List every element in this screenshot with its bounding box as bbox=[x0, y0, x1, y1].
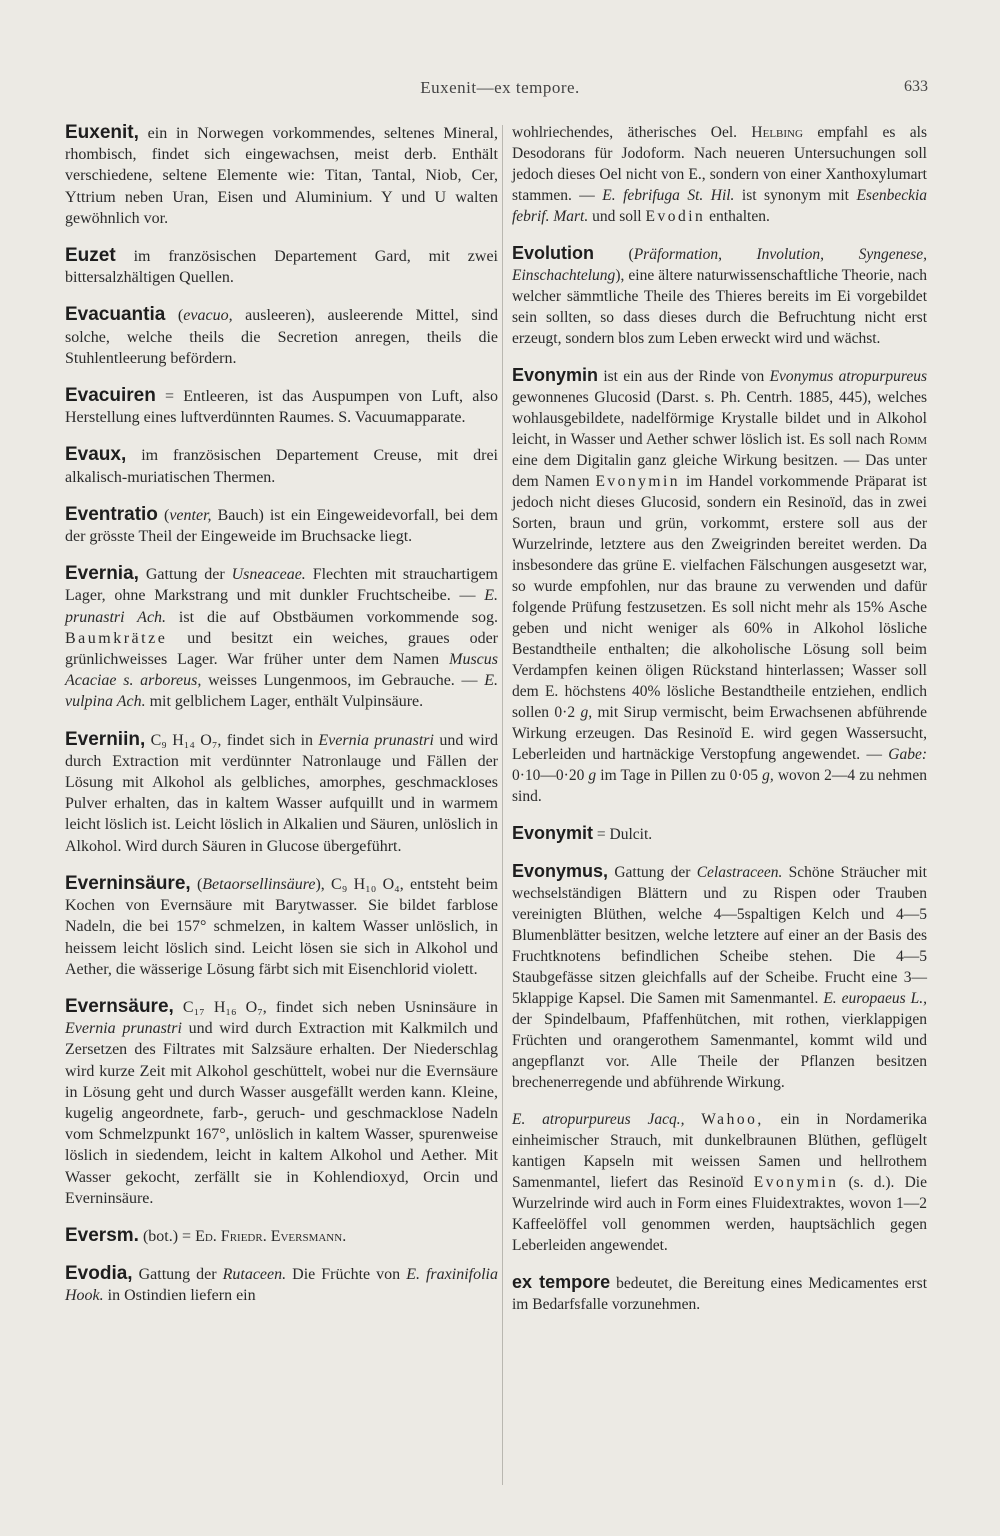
entry-text: ( bbox=[594, 246, 634, 263]
entry-text: ist ein aus der Rinde von bbox=[598, 368, 770, 385]
entry-text: und besitzt ein weiches, graues oder grünlichweisses Lager. War früher unter dem Namen bbox=[65, 629, 498, 669]
entry-euzet bbox=[65, 245, 498, 288]
entry-text: Bauch) ist ein Eingeweidevorfall, bei dem der grösste Theil der Eingeweide im Bruchsacke liegt. bbox=[65, 506, 498, 546]
entry-evacuantia bbox=[65, 304, 498, 369]
entry-evodia-continued bbox=[512, 122, 927, 227]
entry-evonymin bbox=[512, 365, 927, 807]
entry-text: evacuo, bbox=[183, 307, 233, 325]
entry-text: ist synonym mit bbox=[734, 187, 857, 204]
entry-text: Evernia prunastri bbox=[65, 1020, 182, 1038]
entry-evonymus-atropurpureus bbox=[512, 1109, 927, 1256]
entry-text: venter, bbox=[169, 506, 212, 524]
headword-evodia: Evodia, bbox=[65, 1263, 133, 1285]
entry-text: Gattung der bbox=[132, 1266, 223, 1284]
entry-text: Evernia prunastri bbox=[318, 731, 434, 749]
entry-everniin bbox=[65, 729, 498, 857]
headword-ex-tempore: ex tempore bbox=[512, 1272, 611, 1292]
entry-text: (bot.) = bbox=[138, 1227, 196, 1245]
headword-evernia: Evernia, bbox=[65, 563, 139, 585]
entry-text: Celastraceen. bbox=[696, 864, 783, 881]
entry-text: Evodin bbox=[645, 208, 706, 225]
entry-text: g, bbox=[762, 767, 774, 784]
entry-text: im französischen Departement Gard, mit zwei bittersalzhältigen Quellen. bbox=[65, 248, 498, 287]
entry-text: Baumkrätze bbox=[65, 629, 168, 647]
entry-text: = Entleeren, ist das Auspumpen von Luft, also Herstellung eines luftverdünnten Raumes. S. Vacuumapparate. bbox=[65, 388, 498, 427]
entry-text: Esenbeckia febrif. Mart. bbox=[512, 187, 928, 225]
entry-text: Präformation, Involution, Syngenese, Einschachtelung bbox=[512, 246, 927, 284]
entry-text: wohlriechendes, ätherisches Oel. bbox=[512, 124, 752, 141]
entry-text: empfahl es als Desodorans für Jodoform. Nach neueren Untersuchungen soll jedoch dieses Oel nicht von E., sondern von einer Xanthoxylumart stammen. — bbox=[512, 124, 927, 204]
entry-evonymus bbox=[512, 861, 927, 1093]
entry-evolution bbox=[512, 243, 927, 349]
entry-text: E. fraxinifolia Hook. bbox=[65, 1266, 498, 1305]
entry-text: gewonnenes Glucosid (Darst. s. Ph. Centrh. 1885, 445), welches wohlausgebildete, nadelförmige Krystalle bildet und in Alkohol leicht, in Wasser und Aether schwer löslich ist. Es soll nach bbox=[512, 389, 927, 448]
headword-evolution: Evolution bbox=[512, 243, 594, 263]
entry-text: Die Früchte von bbox=[286, 1266, 407, 1284]
entry-evacuiren bbox=[65, 385, 498, 428]
headword-evonymin: Evonymin bbox=[512, 365, 599, 385]
headword-euzet: Euzet bbox=[65, 245, 116, 267]
entry-text: ist die auf Obstbäumen vorkommende sog. bbox=[166, 608, 498, 626]
headword-everninsaeure: Everninsäure, bbox=[65, 872, 191, 894]
entry-text: im französischen Departement Creuse, mit drei alkalisch-muriatischen Thermen. bbox=[65, 447, 498, 486]
entry-text: Rutaceen. bbox=[222, 1266, 287, 1284]
entry-text: der Spindelbaum, Pfaffenhütchen, mit rothen, vierklappigen Früchten und orangerothem Samenmantel, kommt wild und angepflanzt vor. Alle Theile der Pflanzen besitzen brechenerregende und abführende Wirkung. bbox=[512, 1011, 927, 1091]
entry-text: C₉ H₁₄ O₇, findet sich in bbox=[145, 731, 319, 749]
entry-text: Gattung der bbox=[608, 864, 697, 881]
entry-text: Schöne Sträucher mit wechselständigen Blättern und zu Rispen oder Trauben vereinigten Blüthen, welche 4—5spaltigen Kelch und 4—5 Blumenblätter besitzen, welche letztere auf einer an der Basis des Fruchtknotens befindlichen Scheibe stehen. Die 4—5 Staubgefässe sitzen gleichfalls auf der Scheibe. Frucht eine 3—5klappige Kapsel. Die Samen mit Samenmantel. bbox=[512, 864, 927, 1007]
entry-text: ( bbox=[190, 875, 203, 893]
running-title: Euxenit—ex tempore. bbox=[420, 78, 580, 97]
entry-text: mit gelblichem Lager, enthält Vulpinsäure. bbox=[145, 693, 424, 711]
entry-text: Helbing bbox=[751, 124, 803, 141]
entry-text: ( bbox=[157, 506, 170, 524]
entry-text: ( bbox=[165, 307, 184, 325]
entry-text: wovon 2—4 zu nehmen sind. bbox=[512, 767, 927, 805]
entry-eversm bbox=[65, 1225, 498, 1247]
entry-text: enthalten. bbox=[705, 208, 770, 225]
headword-evonymus: Evonymus, bbox=[512, 861, 609, 881]
entry-text: und soll bbox=[588, 208, 646, 225]
headword-everniin: Everniin, bbox=[65, 728, 146, 750]
entry-text: und wird durch Extraction mit Kalkmilch und Zersetzen des Filtrates mit Salzsäure erhalten. Der Niederschlag wird kurze Zeit mit Alkohol geschüttelt, wobei nur die Evernsäure in Lösung geht und durch Wasser ausgefällt werden kann. Kleine, kugelig angeordnete, farb-, geruch- und geschmacklose Nadeln vom Schmelzpunkt 167°, unlöslich in kaltem Wasser, spurenweise löslich in siedendem, leicht in kaltem Alkohol und Aether. Mit Wasser gekocht, zerfällt sie in Kohlendioxyd, Orcin und Everninsäure. bbox=[65, 1020, 498, 1207]
left-column bbox=[65, 122, 498, 1323]
entry-evernsaeure bbox=[65, 996, 498, 1209]
entry-text: und wird durch Extraction mit verdünnter Natronlauge und Fällen der Lösung mit Alkohol als gelbliches, amorphes, geschmackloses Pulver erhalten, das in kaltem Wasser aufquillt und in warmem leicht löslich ist. Leicht löslich in Alkalien und Säuren, unlöslich in Alkohol. Wird durch Säuren in Glucose übergeführt. bbox=[65, 731, 499, 855]
entry-everninsaeure bbox=[65, 873, 498, 980]
entry-text: in Ostindien liefern ein bbox=[103, 1287, 256, 1305]
entry-text: ein in Nordamerika einheimischer Strauch, mit dunkelbraunen Blüthen, geflügelt kantigen Kapseln mit weissen Samen und hellrothem Samenmantel, liefert das Resinoïd bbox=[512, 1111, 927, 1191]
entry-text: E. prunastri Ach. bbox=[65, 587, 498, 626]
entry-text: E. europaeus L., bbox=[823, 990, 927, 1007]
entry-text: weisses Lungenmoos, im Gebrauche. — bbox=[201, 672, 485, 690]
headword-euxenit: Euxenit, bbox=[65, 122, 139, 143]
headword-evacuiren: Evacuiren bbox=[65, 385, 156, 407]
running-header bbox=[0, 78, 1000, 108]
entry-text: ), C₉ H₁₀ O₄, entsteht beim Kochen von Evernsäure mit Barytwasser. Sie bildet farblose Nadeln, die bei 157° schmelzen, in kaltem Wasser unlöslich, in heissem leicht löslich sind. Leicht lösen sie sich in Alkohol und Aether, die wässerige Lösung färbt sich mit Eisenchlorid violett. bbox=[65, 875, 498, 978]
entry-text: Betaorsellinsäure bbox=[202, 875, 316, 893]
entry-text: mit Sirup vermischt, beim Erwachsenen abführende Wirkung erzeugen. Das Resinoïd E. wird gegen Wassersucht, Leberleiden und hartnäckige Verstopfung angewendet. — bbox=[512, 704, 927, 763]
entry-euxenit bbox=[65, 122, 498, 229]
entry-text: eine dem Digitalin ganz gleiche Wirkung besitzen. — Das unter dem Namen bbox=[512, 452, 927, 490]
headword-evacuantia: Evacuantia bbox=[65, 304, 166, 326]
headword-evonymit: Evonymit bbox=[512, 823, 594, 843]
entry-text: im Handel vorkommende Präparat ist jedoch nicht dieses Glucosid, sondern ein Resinoïd, das in zwei Sorten, braun und grün, vorkommt, erstere soll aus der Wurzelrinde, letztere aus den Zweigrinden bereitet werden. Da insbesondere das grüne E. vielfachen Fälschungen ausgesetzt war, so wurde empfohlen, nur das braune zu verwenden und dafür folgende Prüfung festzusetzen. Es soll nicht mehr als 15% Asche geben und nicht weniger als 60% in Alkohol lösliche Bestandtheile enthalten; die alkoholische Lösung soll beim Verdampfen keinen öligen Rückstand hinterlassen; Wasser soll dem E. höchstens 40% lösliche Bestandtheile entziehen, endlich sollen 0·2 bbox=[512, 473, 927, 721]
entry-eventratio bbox=[65, 504, 498, 547]
entry-text bbox=[684, 1111, 701, 1128]
entry-text: E. atropurpureus Jacq., bbox=[512, 1111, 685, 1128]
entry-text: Evonymus atropurpureus bbox=[769, 368, 927, 385]
headword-evernsaeure: Evernsäure, bbox=[65, 995, 174, 1017]
headword-eventratio: Eventratio bbox=[65, 503, 158, 525]
entry-text: ausleeren), ausleerende Mittel, sind solche, welche theils die Secretion anregen, theils die Stuhlentleerung befördern. bbox=[65, 307, 499, 367]
entry-text: bedeutet, die Bereitung eines Medicamentes erst im Bedarfsfalle vorzunehmen. bbox=[512, 1275, 927, 1313]
page-number: 633 bbox=[904, 78, 928, 95]
entry-text: ), eine ältere naturwissenschaftliche Theorie, nach welcher sämmtliche Theile des Thieres bereits im Ei vorgebildet sein sollten, so dass dieses durch die Befruchtung nicht erst erzeugt, sondern blos zum Leben erweckt wird und wächst. bbox=[512, 267, 927, 347]
entry-text: Flechten mit strauchartigem Lager, ohne Markstrang und mit dunkler Fruchtscheibe. — bbox=[65, 566, 498, 605]
entry-evonymit bbox=[512, 823, 927, 845]
entry-text: E. febrifuga St. Hil. bbox=[602, 187, 735, 204]
entry-text: Gabe: bbox=[888, 746, 927, 763]
right-column bbox=[512, 122, 927, 1331]
entry-evaux bbox=[65, 444, 498, 487]
entry-text: Romm bbox=[889, 431, 927, 448]
entry-text: Evonymin bbox=[595, 473, 681, 490]
entry-text: 0·10—0·20 bbox=[512, 767, 589, 784]
entry-text: = Dulcit. bbox=[593, 826, 653, 843]
entry-text: (s. d.). Die Wurzelrinde wird auch in Form eines Fluidextraktes, wovon 1—2 Kaffeelöffel voll genommen werden, hauptsächlich gegen Leberleiden angewendet. bbox=[512, 1174, 927, 1254]
entry-text: g bbox=[588, 767, 597, 784]
entry-text: g, bbox=[580, 704, 593, 721]
entry-evodia bbox=[65, 1263, 498, 1306]
entry-text: E. vulpina Ach. bbox=[65, 672, 499, 711]
entry-ex-tempore bbox=[512, 1272, 927, 1315]
column-divider bbox=[502, 125, 503, 1485]
entry-text: Usneaceae. bbox=[231, 566, 306, 584]
entry-text: im Tage in Pillen zu 0·05 bbox=[596, 767, 763, 784]
entry-text: Wahoo, bbox=[701, 1111, 764, 1128]
entry-text: Gattung der bbox=[138, 566, 232, 584]
headword-evaux: Evaux, bbox=[65, 444, 127, 466]
entry-text: ein in Norwegen vorkommendes, seltenes Mineral, rhombisch, findet sich eingewachsen, meist derb. Enthält verschiedene, seltene Elemente wie: Titan, Tantal, Niob, Cer, Yttrium neben Uran, Eisen und Aluminium. Y und U walten gewöhnlich vor. bbox=[65, 125, 498, 227]
entry-text: C₁₇ H₁₆ O₇, findet sich neben Usninsäure in bbox=[173, 998, 498, 1016]
entry-text: Muscus Acaciae s. arboreus, bbox=[65, 651, 498, 690]
entry-text: Evonymin bbox=[753, 1174, 839, 1191]
entry-text: Ed. Friedr. Eversmann. bbox=[195, 1227, 347, 1245]
headword-eversm: Eversm. bbox=[65, 1224, 139, 1246]
entry-evernia bbox=[65, 563, 498, 712]
